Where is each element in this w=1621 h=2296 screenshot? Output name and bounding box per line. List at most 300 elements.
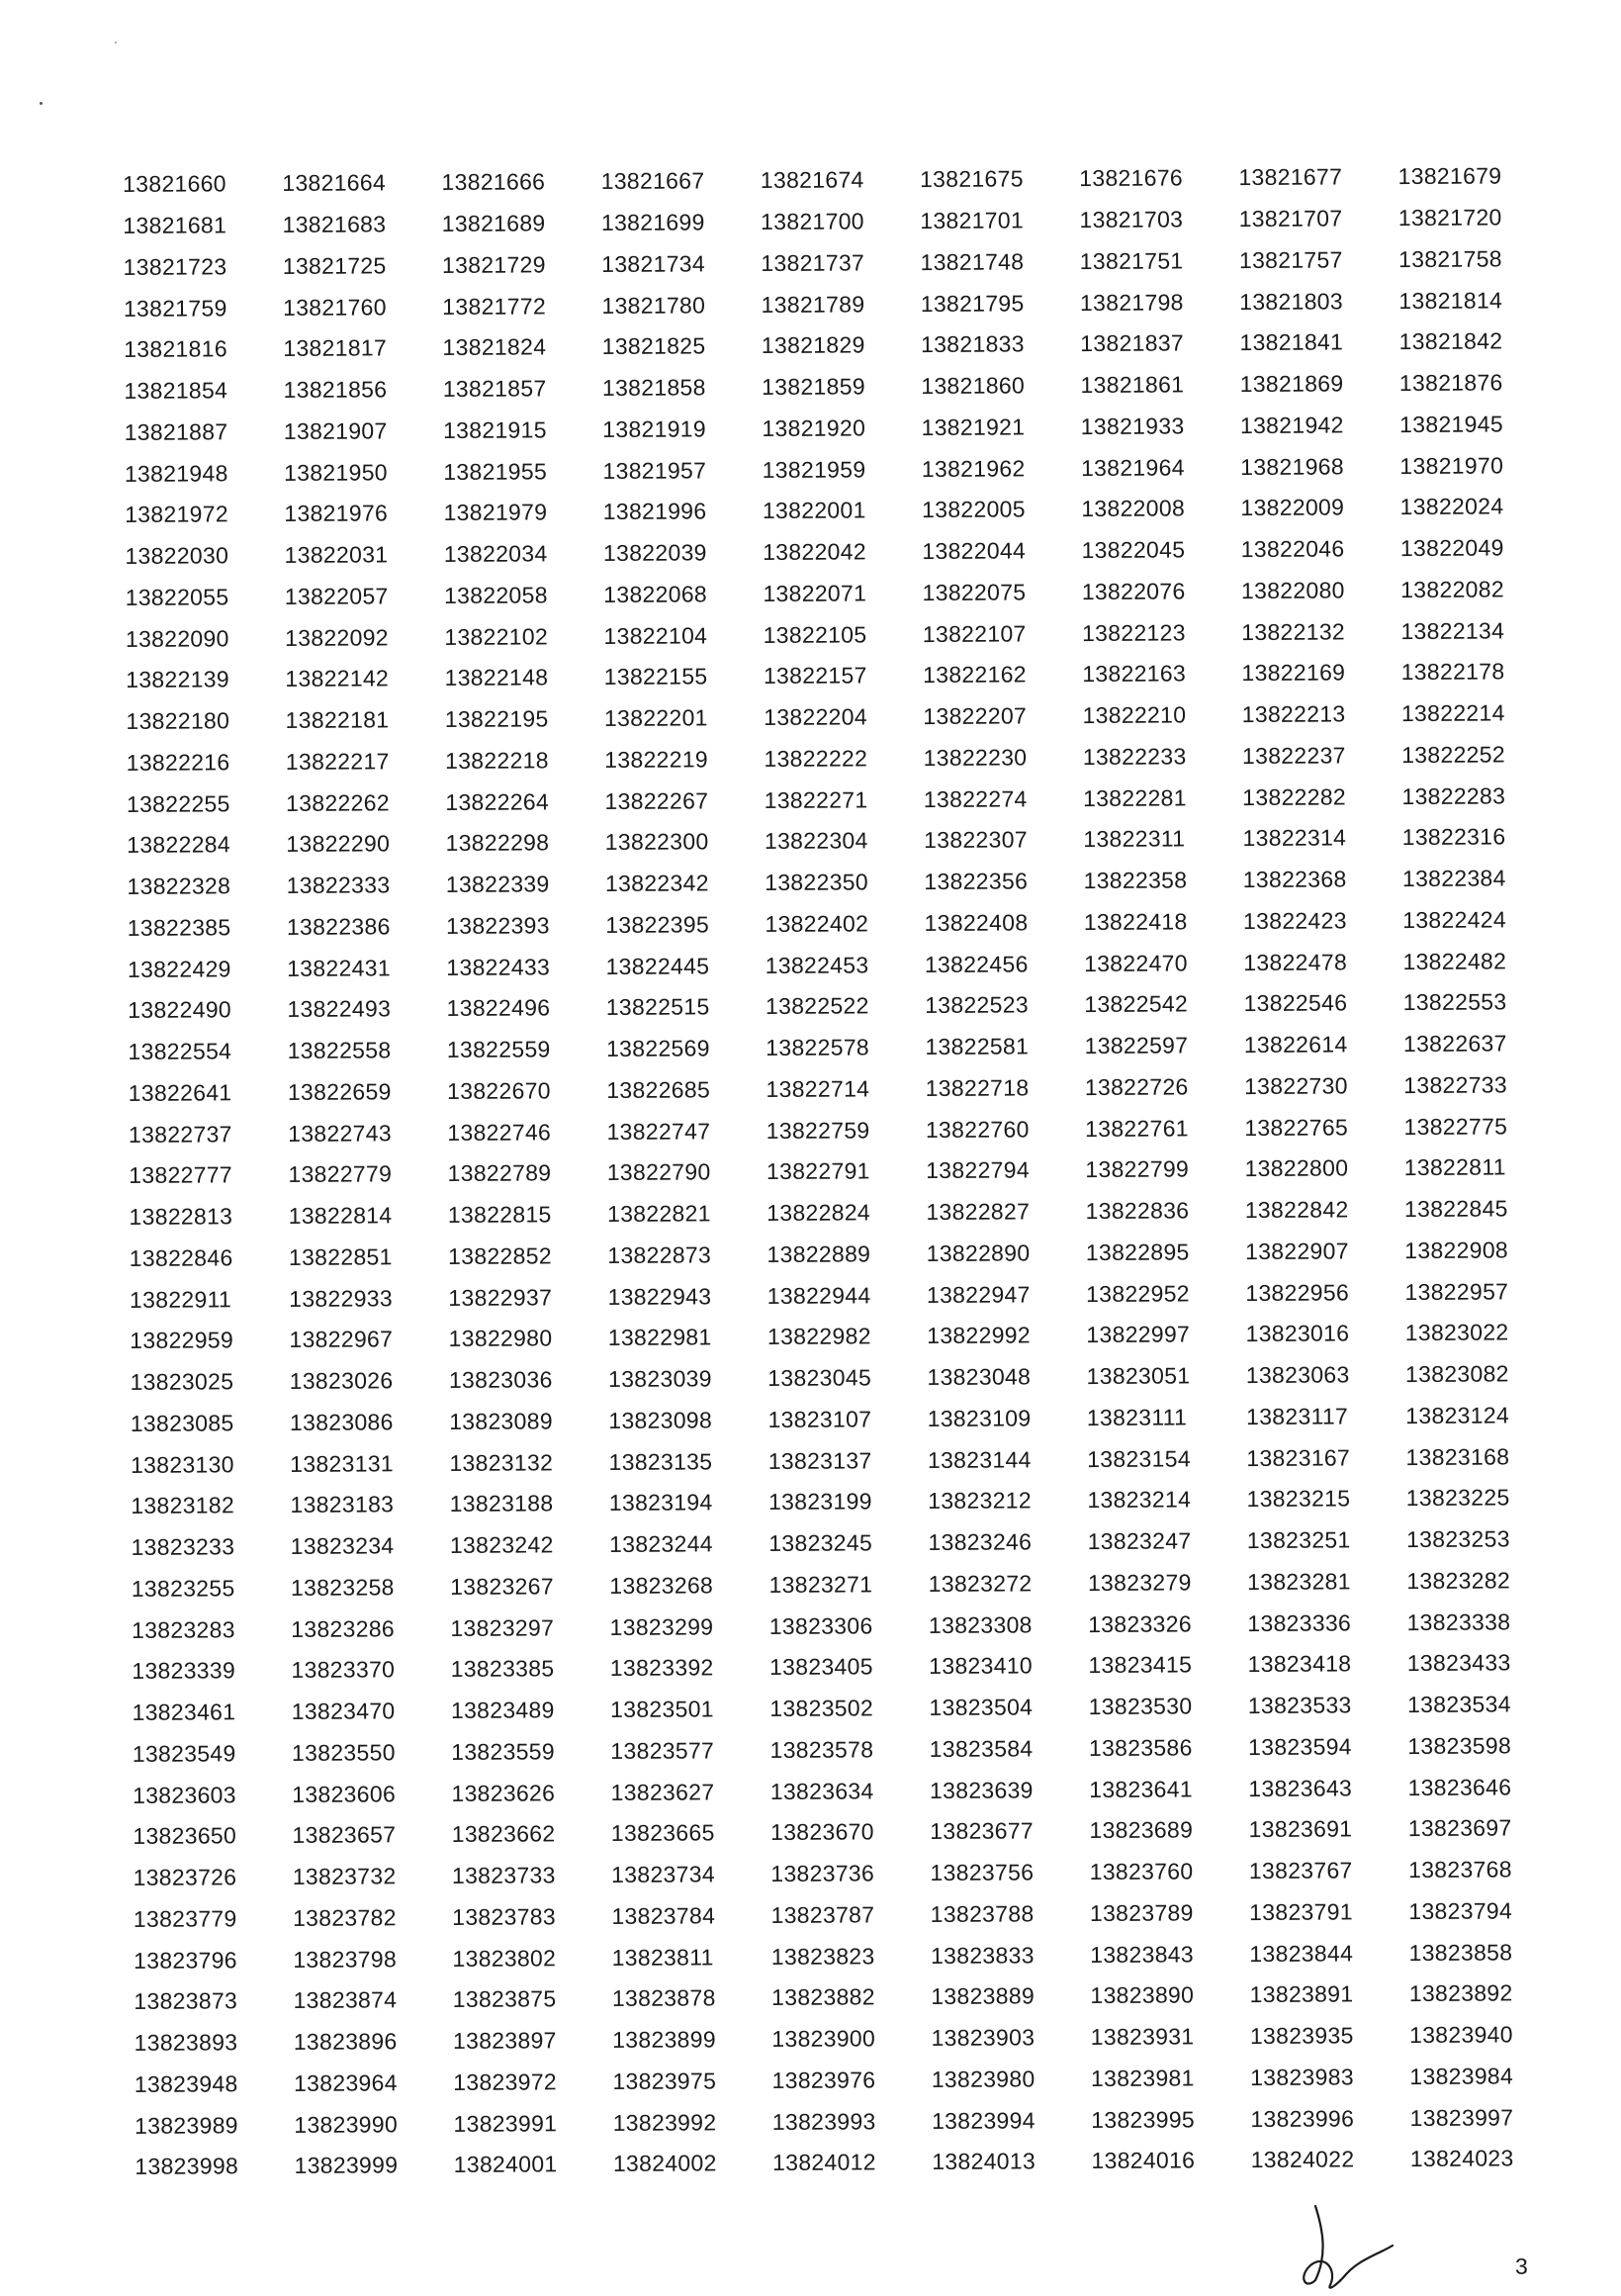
registration-number: 13823279	[1087, 1569, 1192, 1596]
registration-number: 13822395	[605, 911, 710, 938]
registration-number: 13822274	[923, 785, 1028, 812]
registration-number: 13823843	[1090, 1941, 1195, 1968]
registration-number: 13822213	[1241, 700, 1346, 728]
registration-number: 13822042	[763, 538, 866, 566]
registration-number: 13823598	[1407, 1732, 1512, 1759]
registration-number: 13823796	[134, 1946, 237, 1974]
registration-number: 13821887	[124, 418, 228, 445]
registration-number: 13823048	[927, 1363, 1032, 1391]
registration-number: 13822368	[1242, 866, 1347, 893]
registration-number: 13823641	[1089, 1776, 1193, 1802]
registration-number: 13822423	[1242, 907, 1347, 934]
registration-number: 13823643	[1248, 1775, 1353, 1801]
registration-number: 13823998	[135, 2153, 239, 2180]
registration-number: 13824012	[772, 2149, 876, 2176]
registration-number: 13822779	[288, 1160, 393, 1188]
registration-number: 13822385	[127, 914, 231, 941]
registration-number: 13822075	[922, 579, 1027, 605]
registration-number: 13822456	[924, 951, 1029, 977]
registration-number: 13822685	[606, 1076, 711, 1103]
registration-number: 13823502	[769, 1695, 874, 1722]
registration-number: 13821955	[443, 458, 548, 485]
registration-number: 13823802	[452, 1944, 557, 1972]
registration-number: 13821869	[1239, 370, 1344, 398]
registration-number: 13823760	[1089, 1858, 1194, 1885]
registration-number: 13821795	[920, 290, 1025, 317]
registration-number: 13822490	[128, 996, 232, 1024]
registration-number: 13822090	[125, 624, 229, 652]
registration-number: 13823890	[1090, 1981, 1195, 2009]
registration-number: 13822105	[763, 621, 867, 648]
registration-number: 13822873	[607, 1241, 712, 1268]
registration-number: 13822813	[129, 1203, 233, 1231]
registration-number: 13822569	[605, 1035, 710, 1062]
registration-number: 13822794	[926, 1156, 1030, 1184]
registration-number: 13821759	[123, 294, 227, 321]
registration-number: 13823392	[609, 1654, 714, 1682]
registration-number: 13823697	[1407, 1814, 1512, 1842]
registration-number: 13823533	[1247, 1692, 1352, 1719]
registration-number: 13822044	[922, 537, 1027, 565]
registration-number: 13822057	[284, 583, 389, 609]
registration-number: 13822815	[447, 1201, 552, 1229]
registration-number: 13821829	[761, 331, 865, 359]
registration-number: 13822956	[1245, 1279, 1350, 1306]
registration-number: 13823271	[768, 1571, 873, 1598]
registration-number: 13822408	[924, 909, 1029, 936]
registration-number: 13823889	[931, 1982, 1036, 2010]
registration-number: 13823994	[931, 2107, 1036, 2134]
registration-number: 13823251	[1246, 1526, 1351, 1554]
registration-number: 13824016	[1091, 2147, 1196, 2174]
registration-number: 13821876	[1398, 369, 1503, 397]
registration-number: 13823665	[610, 1819, 715, 1847]
registration-number: 13823051	[1086, 1362, 1191, 1390]
registration-number: 13823109	[927, 1405, 1032, 1431]
registration-number: 13822775	[1403, 1113, 1508, 1140]
registration-number: 13822659	[287, 1078, 392, 1105]
registration-number: 13821854	[124, 377, 228, 405]
registration-number: 13822386	[286, 913, 391, 940]
registration-number: 13823183	[290, 1491, 395, 1518]
registration-number: 13822180	[126, 707, 230, 735]
registration-number: 13822791	[765, 1157, 870, 1185]
registration-number: 13823461	[132, 1699, 236, 1726]
registration-number: 13823844	[1249, 1940, 1354, 1967]
registration-number: 13821666	[441, 168, 546, 196]
registration-number: 13821842	[1398, 327, 1503, 355]
registration-number: 13824013	[932, 2148, 1036, 2175]
registration-number: 13822554	[128, 1038, 232, 1065]
registration-number: 13822799	[1085, 1155, 1190, 1183]
registration-number: 13822811	[1403, 1153, 1506, 1181]
registration-number: 13822163	[1082, 660, 1187, 688]
registration-number: 13822746	[447, 1118, 552, 1146]
registration-number: 13823326	[1088, 1610, 1192, 1637]
registration-number: 13821968	[1240, 453, 1345, 480]
registration-number: 13823501	[610, 1696, 714, 1723]
registration-number: 13823767	[1248, 1857, 1353, 1884]
registration-number: 13822981	[607, 1324, 712, 1351]
registration-number: 13822290	[286, 830, 391, 858]
registration-number: 13822284	[127, 831, 231, 859]
registration-number: 13822210	[1082, 701, 1187, 729]
registration-number: 13822790	[606, 1158, 711, 1186]
registration-number: 13822493	[287, 995, 392, 1023]
registration-number: 13821760	[282, 293, 387, 321]
registration-number: 13823214	[1087, 1486, 1192, 1514]
registration-number: 13822824	[766, 1199, 871, 1227]
registration-number: 13822718	[925, 1074, 1030, 1101]
registration-number: 13823650	[133, 1822, 237, 1850]
registration-number: 13821957	[602, 457, 707, 484]
registration-number: 13822264	[445, 788, 550, 815]
registration-number: 13821942	[1239, 412, 1344, 438]
registration-number: 13821976	[284, 500, 389, 527]
registration-number: 13823168	[1405, 1443, 1510, 1470]
registration-number: 13823989	[135, 2111, 238, 2139]
registration-number: 13822641	[128, 1079, 232, 1106]
registration-number: 13822453	[765, 952, 869, 978]
registration-number: 13823997	[1409, 2104, 1514, 2131]
registration-number: 13823135	[608, 1448, 713, 1475]
registration-number: 13823286	[291, 1614, 396, 1642]
registration-number: 13822851	[288, 1243, 393, 1270]
registration-number: 13823662	[451, 1820, 556, 1848]
registration-number: 13823306	[768, 1612, 873, 1639]
registration-number: 13823338	[1406, 1608, 1511, 1635]
registration-number: 13823995	[1091, 2106, 1196, 2133]
registration-number: 13822944	[766, 1282, 871, 1309]
registration-number: 13823791	[1249, 1898, 1353, 1925]
number-row	[135, 2138, 1559, 2188]
registration-number: 13821729	[441, 251, 546, 278]
registration-number: 13821841	[1239, 328, 1344, 356]
registration-number: 13823782	[292, 1904, 397, 1931]
registration-number: 13823899	[612, 2026, 716, 2054]
registration-number: 13821814	[1398, 287, 1503, 314]
registration-number: 13822001	[762, 497, 866, 524]
registration-number: 13821664	[282, 169, 387, 197]
registration-number: 13823948	[134, 2070, 238, 2097]
registration-number: 13823182	[131, 1492, 235, 1519]
registration-number: 13823639	[929, 1777, 1034, 1803]
registration-number: 13823689	[1089, 1816, 1194, 1844]
registration-number: 13823734	[611, 1861, 715, 1888]
registration-number: 13822737	[128, 1120, 232, 1148]
registration-number: 13823215	[1246, 1485, 1351, 1513]
registration-number: 13823578	[769, 1736, 874, 1763]
registration-number: 13822328	[127, 872, 231, 900]
registration-number: 13822393	[446, 912, 550, 939]
registration-number: 13822358	[1083, 867, 1188, 894]
registration-number: 13823132	[449, 1448, 554, 1476]
scan-speck	[40, 102, 43, 105]
registration-number: 13823550	[291, 1739, 396, 1766]
registration-number: 13822759	[765, 1117, 870, 1144]
registration-number: 13822743	[288, 1119, 392, 1147]
registration-number: 13821979	[443, 499, 548, 526]
registration-number: 13823858	[1408, 1939, 1513, 1966]
registration-number: 13822024	[1399, 493, 1504, 520]
registration-number: 13821679	[1397, 162, 1502, 190]
registration-number: 13823283	[131, 1615, 235, 1643]
registration-number: 13822761	[1085, 1115, 1189, 1142]
registration-number: 13821758	[1398, 245, 1502, 272]
registration-number: 13823975	[612, 2067, 717, 2094]
registration-number: 13823893	[134, 2029, 238, 2057]
registration-number: 13823794	[1408, 1897, 1513, 1924]
registration-number: 13822008	[1081, 495, 1186, 522]
registration-number: 13823336	[1247, 1609, 1352, 1636]
registration-number: 13823874	[293, 1986, 398, 2014]
registration-number: 13823098	[608, 1407, 713, 1433]
registration-number: 13823783	[452, 1903, 557, 1930]
registration-number: 13823733	[451, 1862, 556, 1889]
registration-number: 13822107	[922, 620, 1027, 647]
registration-number: 13822311	[1083, 825, 1186, 853]
registration-number: 13822542	[1084, 990, 1189, 1018]
registration-number: 13822730	[1243, 1072, 1348, 1099]
registration-number: 13821772	[442, 293, 547, 320]
registration-number: 13822789	[447, 1159, 552, 1187]
registration-number: 13822478	[1243, 949, 1348, 975]
registration-number: 13823900	[771, 2025, 876, 2053]
registration-number: 13823559	[451, 1738, 555, 1765]
registration-number: 13823992	[612, 2108, 717, 2136]
registration-number: 13822217	[285, 748, 390, 775]
registration-number: 13822992	[927, 1322, 1031, 1349]
registration-number: 13821699	[600, 209, 705, 236]
registration-number: 13822148	[444, 664, 549, 691]
registration-number: 13822827	[926, 1198, 1031, 1226]
registration-number: 13823779	[133, 1905, 237, 1932]
registration-number: 13821675	[919, 165, 1024, 193]
registration-number: 13823646	[1407, 1774, 1512, 1800]
registration-number: 13823584	[929, 1735, 1034, 1762]
registration-number: 13823124	[1405, 1402, 1510, 1428]
registration-number: 13822157	[763, 662, 867, 689]
registration-number: 13822031	[284, 541, 389, 569]
registration-number: 13821861	[1080, 371, 1185, 399]
registration-number: 13823732	[292, 1863, 397, 1890]
registration-number: 13822207	[923, 702, 1028, 730]
registration-number: 13821674	[760, 166, 864, 194]
registration-number: 13821833	[920, 330, 1025, 358]
registration-number: 13821725	[282, 252, 387, 279]
registration-number: 13822333	[286, 872, 391, 899]
registration-number: 13821683	[282, 211, 387, 238]
registration-number: 13823736	[770, 1860, 875, 1887]
registration-number: 13821858	[601, 374, 706, 402]
registration-number: 13821837	[1080, 329, 1185, 357]
registration-number: 13822162	[923, 661, 1027, 689]
registration-number: 13822581	[925, 1033, 1030, 1060]
registration-number: 13821859	[762, 373, 865, 401]
registration-number: 13822076	[1081, 578, 1186, 604]
registration-number: 13822169	[1241, 659, 1346, 687]
registration-number: 13822071	[763, 580, 867, 606]
registration-number: 13821920	[762, 414, 866, 441]
registration-number: 13823586	[1088, 1734, 1193, 1761]
registration-number: 13823339	[132, 1657, 236, 1685]
registration-number: 13821677	[1238, 163, 1343, 191]
registration-number: 13822614	[1243, 1031, 1348, 1058]
registration-number: 13823281	[1247, 1568, 1351, 1595]
registration-number: 13822218	[444, 747, 549, 774]
registration-number: 13823233	[131, 1533, 235, 1561]
registration-number: 13822890	[926, 1240, 1031, 1266]
registration-number: 13823882	[771, 1983, 875, 2011]
registration-number: 13823045	[767, 1364, 872, 1392]
registration-number: 13822814	[288, 1202, 393, 1230]
registration-number: 13821681	[123, 212, 227, 239]
registration-number: 13822262	[286, 788, 390, 816]
registration-number: 13823016	[1245, 1320, 1350, 1347]
registration-number: 13822298	[445, 829, 550, 857]
registration-number: 13822181	[285, 706, 390, 734]
registration-number: 13823768	[1407, 1856, 1512, 1883]
registration-number: 13823154	[1087, 1445, 1191, 1472]
registration-number: 13823875	[452, 1985, 557, 2013]
registration-number: 13823788	[930, 1900, 1035, 1927]
registration-number: 13823603	[132, 1781, 236, 1808]
registration-number: 13823246	[928, 1528, 1033, 1556]
registration-number: 13822219	[604, 746, 709, 773]
registration-number: 13823415	[1088, 1651, 1193, 1679]
registration-number: 13821915	[442, 416, 547, 443]
registration-number: 13822726	[1084, 1073, 1189, 1100]
registration-number: 13822045	[1081, 536, 1186, 564]
registration-number: 13822204	[764, 703, 867, 731]
registration-number: 13822982	[766, 1323, 871, 1350]
registration-number: 13823530	[1088, 1693, 1193, 1720]
registration-number: 13822092	[285, 623, 389, 651]
registration-number: 13823691	[1248, 1815, 1353, 1843]
registration-number: 13822670	[447, 1077, 551, 1104]
handwritten-signature-icon	[1276, 2186, 1424, 2296]
registration-number: 13823892	[1408, 1979, 1513, 2007]
registration-number: 13822558	[287, 1037, 392, 1064]
registration-number: 13823299	[609, 1613, 714, 1640]
registration-number: 13823964	[293, 2069, 398, 2096]
registration-number: 13822252	[1401, 741, 1505, 768]
registration-number: 13822842	[1244, 1196, 1349, 1224]
registration-number: 13821737	[761, 249, 865, 276]
registration-number: 13822943	[607, 1283, 712, 1310]
registration-number: 13823972	[453, 2068, 558, 2095]
registration-number: 13823993	[771, 2108, 876, 2135]
registration-number: 13823433	[1406, 1649, 1511, 1677]
registration-number: 13823787	[770, 1901, 875, 1928]
registration-number: 13823282	[1406, 1567, 1511, 1594]
registration-number: 13823086	[289, 1409, 394, 1435]
registration-number: 13821948	[124, 459, 228, 487]
registration-number: 13823896	[293, 2028, 398, 2056]
registration-number: 13822039	[602, 539, 707, 567]
registration-number: 13822132	[1241, 618, 1346, 645]
registration-number: 13822282	[1242, 783, 1347, 810]
registration-number: 13821816	[124, 335, 227, 363]
registration-number: 13822307	[924, 826, 1028, 854]
registration-number: 13823996	[1250, 2105, 1355, 2132]
registration-number: 13822845	[1403, 1195, 1508, 1223]
registration-number: 13822356	[924, 868, 1029, 895]
registration-number: 13822214	[1400, 699, 1505, 727]
registration-number: 13821751	[1079, 247, 1184, 274]
registration-number: 13823677	[930, 1817, 1035, 1845]
registration-number: 13821996	[602, 498, 707, 525]
registration-number: 13822139	[126, 666, 229, 693]
registration-number: 13823891	[1249, 1980, 1354, 2008]
registration-number: 13822055	[125, 584, 229, 610]
registration-number: 13822255	[126, 789, 230, 817]
registration-number: 13822482	[1402, 948, 1507, 974]
registration-number: 13823897	[452, 2027, 557, 2055]
registration-number: 13823212	[928, 1487, 1033, 1515]
registration-number: 13821660	[123, 170, 226, 198]
registration-number: 13823245	[768, 1529, 873, 1557]
registration-number: 13822049	[1399, 534, 1504, 562]
registration-number: 13823984	[1409, 2063, 1514, 2089]
registration-number: 13822933	[289, 1284, 394, 1312]
registration-number: 13822852	[448, 1242, 552, 1269]
registration-number: 13822967	[289, 1326, 394, 1353]
registration-number: 13821701	[920, 207, 1025, 234]
registration-number: 13821748	[920, 248, 1025, 275]
registration-number: 13823225	[1405, 1484, 1510, 1512]
registration-number: 13822339	[445, 871, 550, 898]
registration-number: 13821734	[601, 250, 705, 277]
registration-number: 13822195	[444, 705, 549, 733]
registration-number: 13823188	[449, 1490, 554, 1517]
registration-number: 13823756	[930, 1859, 1035, 1886]
registration-number: 13823549	[132, 1740, 236, 1767]
registration-number: 13822937	[448, 1283, 553, 1311]
registration-number: 13822102	[444, 623, 549, 650]
registration-number: 13821962	[921, 455, 1026, 482]
registration-number: 13823627	[610, 1779, 715, 1805]
registration-number: 13823268	[609, 1572, 714, 1599]
registration-number: 13822445	[605, 953, 710, 979]
registration-number: 13822889	[766, 1240, 871, 1267]
registration-number: 13821933	[1080, 413, 1185, 439]
registration-number: 13822895	[1085, 1239, 1190, 1265]
registration-number: 13821803	[1239, 288, 1343, 315]
registration-number: 13823726	[133, 1864, 237, 1891]
registration-number: 13822522	[765, 992, 869, 1020]
registration-number: 13823267	[450, 1573, 554, 1600]
registration-number: 13823242	[449, 1531, 554, 1559]
registration-number: 13823025	[130, 1368, 234, 1396]
registration-number: 13822142	[285, 665, 390, 692]
registration-number: 13822304	[764, 827, 868, 855]
registration-number: 13823784	[611, 1902, 716, 1929]
registration-number: 13823489	[450, 1697, 555, 1724]
registration-number: 13822046	[1240, 535, 1345, 563]
registration-number: 13821689	[441, 210, 546, 237]
registration-number: 13822821	[606, 1200, 711, 1228]
registration-number: 13823199	[767, 1488, 872, 1515]
registration-number: 13823131	[290, 1449, 395, 1477]
registration-number: 13823980	[931, 2066, 1036, 2092]
registration-number: 13822523	[925, 991, 1029, 1019]
registration-number: 13822300	[604, 828, 709, 856]
registration-number: 13822429	[127, 955, 231, 982]
registration-number: 13821703	[1079, 206, 1184, 233]
registration-number: 13823234	[290, 1532, 395, 1560]
registration-number: 13823405	[768, 1653, 873, 1681]
